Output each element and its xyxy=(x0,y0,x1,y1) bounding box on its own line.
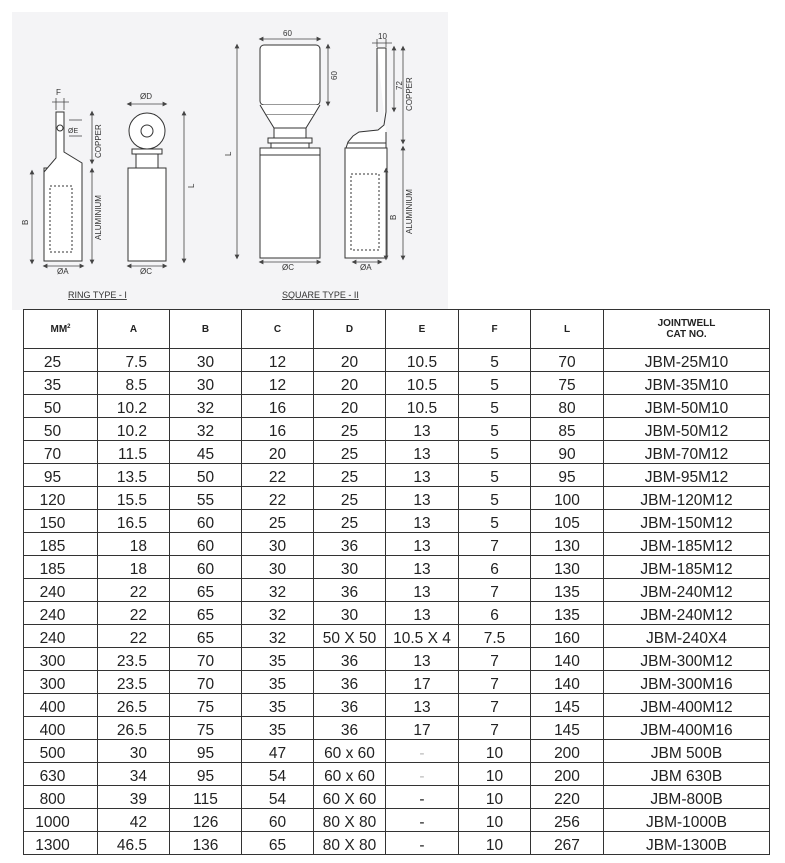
cell-mm2: 70 xyxy=(24,441,98,464)
cell-c: 12 xyxy=(242,349,314,372)
cell-cat-no: JBM-185M12 xyxy=(604,556,770,579)
cell-l: 100 xyxy=(531,487,604,510)
table-body xyxy=(24,349,770,855)
cell-f: 7.5 xyxy=(459,625,531,648)
cell-l: 75 xyxy=(531,372,604,395)
table-row xyxy=(24,395,770,418)
cell-l: 80 xyxy=(531,395,604,418)
cell-l: 105 xyxy=(531,510,604,533)
header-cat-no: JOINTWELL CAT NO. xyxy=(604,310,770,349)
dim-f-label: F xyxy=(56,88,61,97)
cell-cat-no: JBM-25M10 xyxy=(604,349,770,372)
cell-l: 200 xyxy=(531,763,604,786)
lug-diagrams xyxy=(12,12,448,310)
cell-b: 65 xyxy=(170,579,242,602)
cell-mm2: 300 xyxy=(24,671,98,694)
table-row xyxy=(24,740,770,763)
cell-b: 136 xyxy=(170,832,242,855)
cell-e: 10.5 xyxy=(386,372,459,395)
cell-c: 35 xyxy=(242,717,314,740)
cell-cat-no: JBM-240X4 xyxy=(604,625,770,648)
cell-e: 13 xyxy=(386,579,459,602)
cell-e: 13 xyxy=(386,487,459,510)
cell-d: 36 xyxy=(314,533,386,556)
cell-b: 30 xyxy=(170,372,242,395)
cell-cat-no: JBM-50M10 xyxy=(604,395,770,418)
cell-e: - xyxy=(386,809,459,832)
cell-e: 13 xyxy=(386,533,459,556)
table-row xyxy=(24,487,770,510)
cell-e: 13 xyxy=(386,441,459,464)
technical-drawing xyxy=(12,12,448,310)
cell-a: 34 xyxy=(98,763,170,786)
cell-cat-no: JBM-240M12 xyxy=(604,602,770,625)
cell-mm2: 35 xyxy=(24,372,98,395)
cell-d: 30 xyxy=(314,602,386,625)
table-row xyxy=(24,418,770,441)
cell-e: - xyxy=(386,786,459,809)
cell-mm2: 630 xyxy=(24,763,98,786)
cell-d: 60 X 60 xyxy=(314,786,386,809)
table-row xyxy=(24,809,770,832)
table-row xyxy=(24,717,770,740)
cell-f: 7 xyxy=(459,694,531,717)
cell-f: 7 xyxy=(459,671,531,694)
cell-mm2: 1000 xyxy=(24,809,98,832)
cell-c: 30 xyxy=(242,533,314,556)
dim-e-label: ØE xyxy=(68,128,79,135)
cell-a: 46.5 xyxy=(98,832,170,855)
cell-l: 145 xyxy=(531,717,604,740)
cell-f: 7 xyxy=(459,579,531,602)
dim-60-width-label: 60 xyxy=(283,29,292,38)
cell-e: 13 xyxy=(386,510,459,533)
cell-a: 18 xyxy=(98,533,170,556)
dim-b-ring-label: B xyxy=(21,219,30,225)
cell-d: 20 xyxy=(314,372,386,395)
cell-e: 13 xyxy=(386,464,459,487)
ring-aluminium-label: ALUMINIUM xyxy=(94,195,103,240)
table-row xyxy=(24,510,770,533)
cell-b: 55 xyxy=(170,487,242,510)
cell-c: 22 xyxy=(242,464,314,487)
cell-cat-no: JBM-35M10 xyxy=(604,372,770,395)
cell-c: 32 xyxy=(242,579,314,602)
cell-a: 11.5 xyxy=(98,441,170,464)
ring-type-front-view xyxy=(128,113,166,261)
table-row xyxy=(24,372,770,395)
cell-f: 5 xyxy=(459,395,531,418)
header-d: D xyxy=(314,310,386,349)
cell-b: 95 xyxy=(170,763,242,786)
cell-d: 25 xyxy=(314,418,386,441)
cell-cat-no: JBM-1000B xyxy=(604,809,770,832)
cell-c: 54 xyxy=(242,763,314,786)
cell-f: 7 xyxy=(459,533,531,556)
dim-d-label: ØD xyxy=(140,92,152,101)
cell-cat-no: JBM-70M12 xyxy=(604,441,770,464)
cell-a: 13.5 xyxy=(98,464,170,487)
cell-l: 140 xyxy=(531,648,604,671)
header-f: F xyxy=(459,310,531,349)
cell-c: 35 xyxy=(242,671,314,694)
cell-f: 7 xyxy=(459,717,531,740)
cell-mm2: 185 xyxy=(24,533,98,556)
cell-cat-no: JBM-50M12 xyxy=(604,418,770,441)
square-copper-label: COPPER xyxy=(405,77,414,111)
cell-l: 130 xyxy=(531,533,604,556)
dim-60-height-label: 60 xyxy=(330,71,339,80)
ring-type-caption: RING TYPE - I xyxy=(68,290,127,300)
cell-c: 12 xyxy=(242,372,314,395)
cell-b: 65 xyxy=(170,625,242,648)
cell-f: 5 xyxy=(459,372,531,395)
cell-e: 13 xyxy=(386,648,459,671)
table-row xyxy=(24,786,770,809)
cell-mm2: 240 xyxy=(24,579,98,602)
cell-mm2: 150 xyxy=(24,510,98,533)
ring-copper-label: COPPER xyxy=(94,124,103,158)
cell-e: - xyxy=(386,763,459,786)
cell-cat-no: JBM-400M16 xyxy=(604,717,770,740)
cell-l: 160 xyxy=(531,625,604,648)
dim-a-square-label: ØA xyxy=(360,263,372,272)
cell-c: 16 xyxy=(242,418,314,441)
cell-b: 65 xyxy=(170,602,242,625)
cell-mm2: 1300 xyxy=(24,832,98,855)
cell-l: 135 xyxy=(531,579,604,602)
cell-cat-no: JBM-185M12 xyxy=(604,533,770,556)
cell-d: 80 X 80 xyxy=(314,809,386,832)
cell-b: 75 xyxy=(170,717,242,740)
cell-d: 36 xyxy=(314,579,386,602)
cell-f: 6 xyxy=(459,556,531,579)
cell-mm2: 400 xyxy=(24,694,98,717)
dim-a-ring-label: ØA xyxy=(57,267,69,276)
table-row xyxy=(24,533,770,556)
cell-f: 5 xyxy=(459,487,531,510)
cell-a: 42 xyxy=(98,809,170,832)
cell-b: 60 xyxy=(170,533,242,556)
cell-a: 26.5 xyxy=(98,717,170,740)
header-c: C xyxy=(242,310,314,349)
cell-f: 7 xyxy=(459,648,531,671)
cell-c: 32 xyxy=(242,602,314,625)
cell-b: 30 xyxy=(170,349,242,372)
cell-f: 10 xyxy=(459,740,531,763)
dim-l-square-label: L xyxy=(224,151,233,156)
cell-e: 17 xyxy=(386,717,459,740)
dim-c-ring-label: ØC xyxy=(140,267,152,276)
cell-a: 22 xyxy=(98,625,170,648)
table-row xyxy=(24,648,770,671)
table-row xyxy=(24,832,770,855)
cell-d: 36 xyxy=(314,671,386,694)
cell-mm2: 50 xyxy=(24,418,98,441)
cell-d: 25 xyxy=(314,487,386,510)
cell-a: 23.5 xyxy=(98,671,170,694)
cell-f: 10 xyxy=(459,832,531,855)
cell-c: 65 xyxy=(242,832,314,855)
cell-e: - xyxy=(386,832,459,855)
table-row xyxy=(24,694,770,717)
cell-mm2: 300 xyxy=(24,648,98,671)
cell-d: 25 xyxy=(314,464,386,487)
dim-72-label: 72 xyxy=(395,81,404,90)
cell-d: 25 xyxy=(314,441,386,464)
cell-mm2: 500 xyxy=(24,740,98,763)
cell-e: 13 xyxy=(386,556,459,579)
cell-a: 8.5 xyxy=(98,372,170,395)
cell-b: 75 xyxy=(170,694,242,717)
table-row xyxy=(24,349,770,372)
cell-mm2: 120 xyxy=(24,487,98,510)
cell-b: 126 xyxy=(170,809,242,832)
cell-d: 50 X 50 xyxy=(314,625,386,648)
cell-a: 22 xyxy=(98,579,170,602)
cell-f: 5 xyxy=(459,464,531,487)
table-row xyxy=(24,441,770,464)
cell-cat-no: JBM-120M12 xyxy=(604,487,770,510)
cell-f: 5 xyxy=(459,510,531,533)
cell-cat-no: JBM-95M12 xyxy=(604,464,770,487)
table-row xyxy=(24,602,770,625)
header-mm2: $MM^2$ xyxy=(24,310,98,349)
cell-b: 115 xyxy=(170,786,242,809)
cell-c: 30 xyxy=(242,556,314,579)
cell-l: 85 xyxy=(531,418,604,441)
cell-a: 15.5 xyxy=(98,487,170,510)
cell-d: 36 xyxy=(314,648,386,671)
cell-cat-no: JBM-150M12 xyxy=(604,510,770,533)
cell-l: 220 xyxy=(531,786,604,809)
cell-f: 5 xyxy=(459,349,531,372)
header-a: A xyxy=(98,310,170,349)
cell-cat-no: JBM-800B xyxy=(604,786,770,809)
cell-cat-no: JBM 500B xyxy=(604,740,770,763)
cell-c: 25 xyxy=(242,510,314,533)
cell-e: 13 xyxy=(386,418,459,441)
cell-f: 10 xyxy=(459,763,531,786)
cell-cat-no: JBM-300M16 xyxy=(604,671,770,694)
cell-c: 60 xyxy=(242,809,314,832)
cell-c: 54 xyxy=(242,786,314,809)
cell-d: 60 x 60 xyxy=(314,763,386,786)
cell-d: 60 x 60 xyxy=(314,740,386,763)
table-row xyxy=(24,763,770,786)
square-type-front-view xyxy=(260,45,320,258)
cell-c: 47 xyxy=(242,740,314,763)
cell-c: 16 xyxy=(242,395,314,418)
cell-d: 20 xyxy=(314,395,386,418)
cell-d: 36 xyxy=(314,694,386,717)
table-row xyxy=(24,671,770,694)
dim-l-ring-label: L xyxy=(187,183,196,188)
cell-l: 70 xyxy=(531,349,604,372)
square-type-side-view xyxy=(345,48,387,258)
cell-d: 20 xyxy=(314,349,386,372)
header-l: L xyxy=(531,310,604,349)
cell-l: 135 xyxy=(531,602,604,625)
cell-d: 25 xyxy=(314,510,386,533)
cell-f: 10 xyxy=(459,809,531,832)
cell-a: 23.5 xyxy=(98,648,170,671)
cell-l: 256 xyxy=(531,809,604,832)
cell-b: 70 xyxy=(170,671,242,694)
cell-a: 39 xyxy=(98,786,170,809)
cell-mm2: 240 xyxy=(24,625,98,648)
cell-mm2: 800 xyxy=(24,786,98,809)
cell-a: 18 xyxy=(98,556,170,579)
cell-a: 10.2 xyxy=(98,395,170,418)
cell-b: 32 xyxy=(170,395,242,418)
table-row xyxy=(24,556,770,579)
cell-mm2: 50 xyxy=(24,395,98,418)
cell-mm2: 240 xyxy=(24,602,98,625)
cell-cat-no: JBM-300M12 xyxy=(604,648,770,671)
cell-cat-no: JBM-1300B xyxy=(604,832,770,855)
cell-b: 70 xyxy=(170,648,242,671)
cell-d: 80 X 80 xyxy=(314,832,386,855)
table-header-row xyxy=(24,310,770,349)
cell-c: 32 xyxy=(242,625,314,648)
cell-l: 267 xyxy=(531,832,604,855)
cell-a: 7.5 xyxy=(98,349,170,372)
cell-f: 6 xyxy=(459,602,531,625)
cell-mm2: 400 xyxy=(24,717,98,740)
cell-e: 13 xyxy=(386,694,459,717)
cell-a: 30 xyxy=(98,740,170,763)
cell-l: 90 xyxy=(531,441,604,464)
cell-mm2: 95 xyxy=(24,464,98,487)
cell-e: - xyxy=(386,740,459,763)
cell-cat-no: JBM-240M12 xyxy=(604,579,770,602)
cell-e: 10.5 xyxy=(386,349,459,372)
cell-f: 10 xyxy=(459,786,531,809)
dim-10-label: 10 xyxy=(378,32,387,41)
cell-mm2: 25 xyxy=(24,349,98,372)
specification-table xyxy=(23,309,770,855)
cell-e: 13 xyxy=(386,602,459,625)
cell-c: 35 xyxy=(242,648,314,671)
cell-c: 22 xyxy=(242,487,314,510)
table-row xyxy=(24,625,770,648)
cell-b: 60 xyxy=(170,556,242,579)
dim-c-square-label: ØC xyxy=(282,263,294,272)
cell-mm2: 185 xyxy=(24,556,98,579)
cell-c: 20 xyxy=(242,441,314,464)
cell-e: 10.5 X 4 xyxy=(386,625,459,648)
cell-e: 10.5 xyxy=(386,395,459,418)
cell-b: 60 xyxy=(170,510,242,533)
table-row xyxy=(24,464,770,487)
cell-cat-no: JBM-400M12 xyxy=(604,694,770,717)
cell-f: 5 xyxy=(459,441,531,464)
cell-e: 17 xyxy=(386,671,459,694)
cell-l: 130 xyxy=(531,556,604,579)
cell-l: 95 xyxy=(531,464,604,487)
cell-l: 140 xyxy=(531,671,604,694)
cell-f: 5 xyxy=(459,418,531,441)
header-b: B xyxy=(170,310,242,349)
cell-a: 16.5 xyxy=(98,510,170,533)
square-aluminium-label: ALUMINIUM xyxy=(405,189,414,234)
cell-d: 36 xyxy=(314,717,386,740)
cell-l: 200 xyxy=(531,740,604,763)
square-type-caption: SQUARE TYPE - II xyxy=(282,290,359,300)
cell-a: 22 xyxy=(98,602,170,625)
table-row xyxy=(24,579,770,602)
cell-c: 35 xyxy=(242,694,314,717)
cell-d: 30 xyxy=(314,556,386,579)
cell-a: 26.5 xyxy=(98,694,170,717)
cell-b: 50 xyxy=(170,464,242,487)
cell-b: 32 xyxy=(170,418,242,441)
cell-b: 45 xyxy=(170,441,242,464)
cell-l: 145 xyxy=(531,694,604,717)
cell-b: 95 xyxy=(170,740,242,763)
cell-a: 10.2 xyxy=(98,418,170,441)
dim-b-square-label: B xyxy=(389,214,398,220)
header-e: E xyxy=(386,310,459,349)
cell-cat-no: JBM 630B xyxy=(604,763,770,786)
